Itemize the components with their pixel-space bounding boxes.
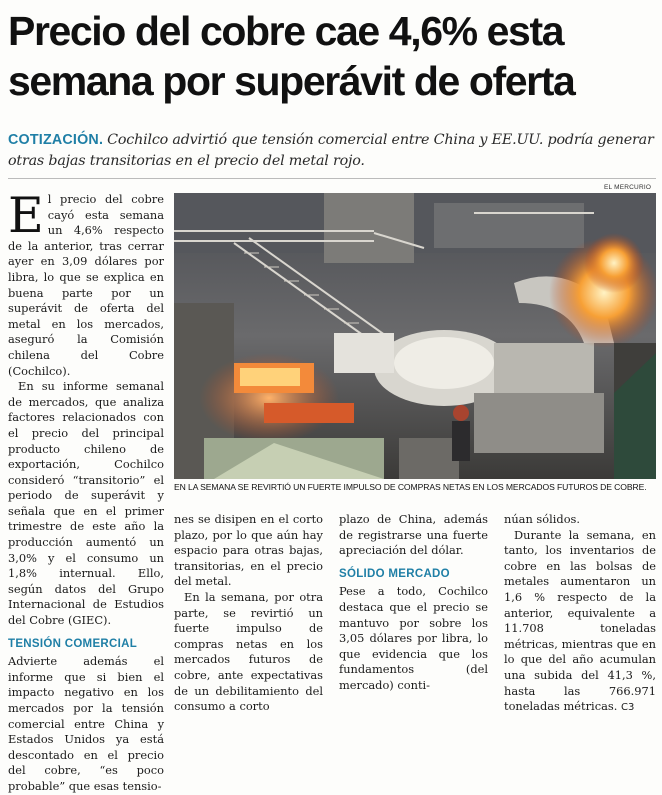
deck-text: Cochilco advirtió que tensión comercial entre China y EE.UU. podría generar otras bajas transitorias en el precio del metal rojo.	[8, 132, 654, 169]
smelter-photo	[174, 193, 656, 479]
deck	[8, 130, 658, 172]
paragraph: nes se disipen en el corto plazo, por lo que aún hay espacio para otras bajas, transitorias, en el precio del metal.	[174, 512, 323, 589]
photo-caption: EN LA SEMANA SE REVIRTIÓ UN FUERTE IMPULSO DE COMPRAS NETAS EN LOS MERCADOS FUTUROS DE COBRE.	[174, 482, 647, 492]
paragraph: plazo de China, además de registrarse una fuerte apreciación del dólar.	[339, 512, 488, 558]
divider-rule	[8, 178, 656, 179]
paragraph: En su informe semanal de mercados, que analiza factores relacionados con el precio del principal producto chileno de exportación, Cochilco consideró “transitorio” el periodo de superávit y señala que en el primer trimestre de este año la producción aumentó un 3,0% y el consumo un 1,8% internual. Ello, según datos del Grupo Internacional de Estudios del Cobre (GIEC).	[8, 379, 164, 628]
paragraph: Durante la semana, en tanto, los inventarios de cobre en las bolsas de metales aumentaron un 1,6 % respecto de la anterior, equivalente a 11.708 toneladas métricas, mientras que en lo que del año acumulan una subida del 41,3 %, hasta las 766.971 toneladas métricas. C3	[504, 527, 656, 714]
paragraph: núan sólidos.	[504, 512, 581, 526]
article-column-1	[8, 187, 164, 795]
subhead-solido-mercado: SÓLIDO MERCADO	[339, 567, 450, 580]
paragraph: Advierte además el informe que si bien el impacto negativo en los mercados por la tensión comercial entre China y Estados Unidos ya está descontado en el precio del cobre, “es poco probable” que esas tensio-	[8, 654, 164, 793]
dropcap: E	[8, 187, 44, 244]
article-column-2	[174, 512, 323, 715]
headline: Precio del cobre cae 4,6% esta semana por superávit de oferta	[8, 8, 575, 104]
paragraph: El precio del cobre cayó esta semana un 4,6% respecto de la anterior, tras cerrar ayer en 3,09 dólares por libra, lo que se explica en buena parte por un superávit de oferta del metal en los mercados, aseguró la Comisión chilena del Cobre (Cochilco).	[8, 187, 164, 378]
photo-credit: EL MERCURIO	[604, 184, 652, 191]
paragraph: En la semana, por otra parte, se revirtió un fuerte impulso de compras netas en los mercados futuros de cobre, ante expectativas de un debilitamiento del consumo a corto	[174, 589, 323, 714]
subhead-tension-comercial: TENSIÓN COMERCIAL	[8, 637, 138, 650]
article-column-3	[339, 512, 488, 694]
article-column-4	[504, 512, 656, 716]
deck-kicker: COTIZACIÓN.	[8, 132, 104, 148]
paragraph: Pese a todo, Cochilco destaca que el precio se mantuvo por sobre los 3,05 dólares por libra, lo que evidencia que los fundamentos (del mercado) conti-	[339, 584, 488, 692]
end-mark: C3	[620, 702, 635, 714]
